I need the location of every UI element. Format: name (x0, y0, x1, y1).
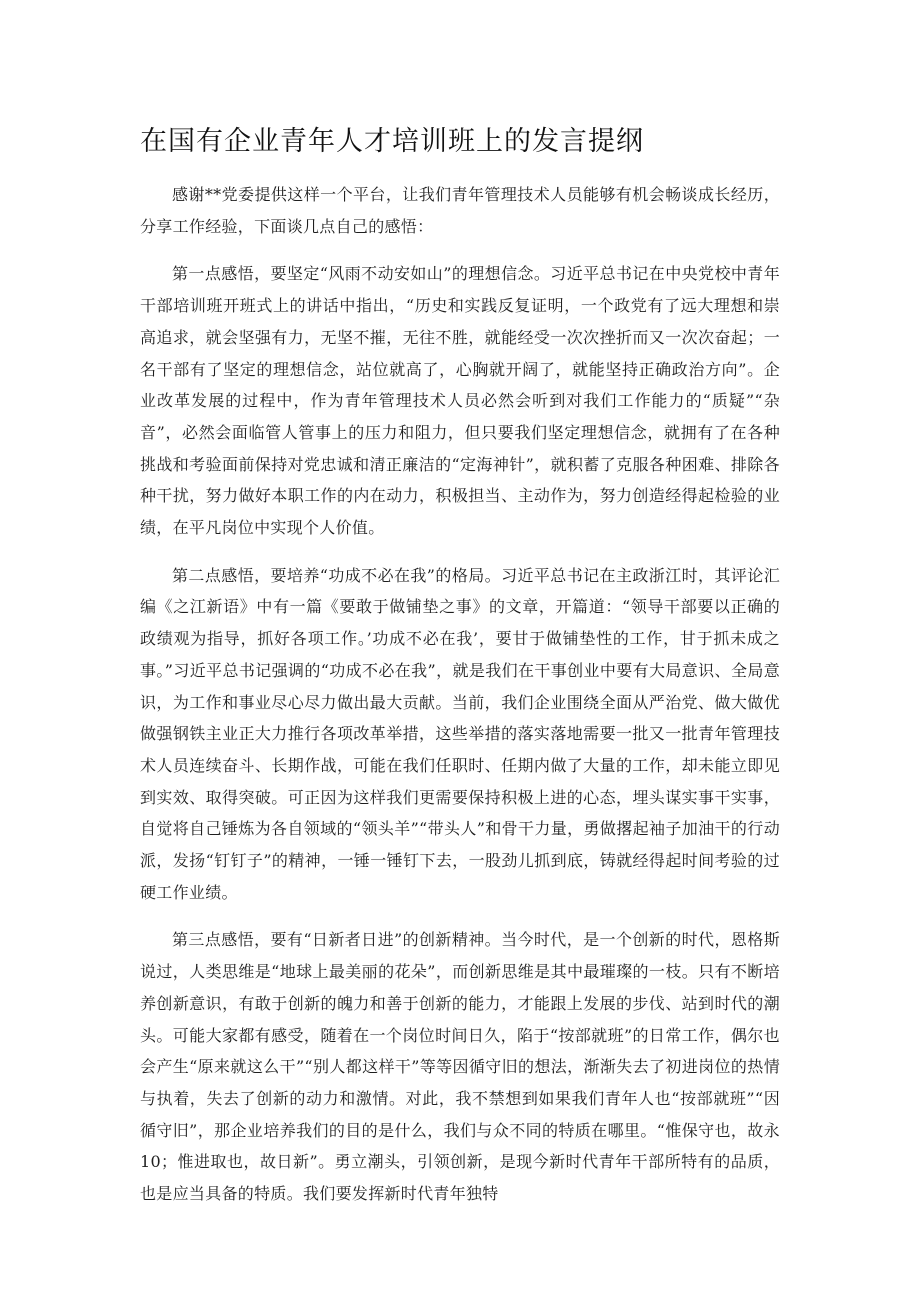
paragraph-intro: 感谢**党委提供这样一个平台，让我们青年管理技术人员能够有机会畅谈成长经历，分享工作经验，下面谈几点自己的感悟： (140, 185, 780, 236)
document-title: 在国有企业青年人才培训班上的发言提纲 (140, 126, 644, 157)
document-body (140, 179, 780, 1226)
paragraph-point-three: 第三点感悟，要有“日新者日进”的创新精神。当今时代，是一个创新的时代，恩格斯说过，人类思维是“地球上最美丽的花朵”，而创新思维是其中最璀璨的一枝。只有不断培养创新意识，有敢于创新的魄力和善于创新的能力，才能跟上发展的步伐、站到时代的潮头。可能大家都有感受，随着在一个岗位时间日久，陷于“按部就班”的日常工作，偶尔也会产生“原来就这么干”“别人都这样干”等等因循守旧的想法，渐渐失去了初进岗位的热情与执着，失去了创新的动力和激情。对此，我不禁想到如果我们青年人也“按部就班”“因循守旧”，那企业培养我们的目的是什么，我们与众不同的特质在哪里。“惟保守也，故永10；惟进取也，故日新”。勇立潮头，引领创新，是现今新时代青年干部所特有的品质，也是应当具备的特质。我们要发挥新时代青年独特 (140, 930, 780, 1204)
paragraph-point-two: 第二点感悟，要培养“功成不必在我”的格局。习近平总书记在主政浙江时，其评论汇编《之江新语》中有一篇《要敢于做铺垫之事》的文章，开篇道：“领导干部要以正确的政绩观为指导，抓好各项工作。’功成不必在我’，要甘于做铺垫性的工作，甘于抓未成之事。”习近平总书记强调的“功成不必在我”，就是我们在干事创业中要有大局意识、全局意识，为工作和事业尽心尽力做出最大贡献。当前，我们企业围绕全面从严治党、做大做优做强钢铁主业正大力推行各项改革举措，这些举措的落实落地需要一批又一批青年管理技术人员连续奋斗、长期作战，可能在我们任职时、任期内做了大量的工作，却未能立即见到实效、取得突破。可正因为这样我们更需要保持积极上进的心态，埋头谋实事干实事，自觉将自己锤炼为各自领域的“领头羊”“带头人”和骨干力量，勇做撂起袖子加油干的行动派，发扬“钉钉子”的精神，一锤一锤钉下去，一股劲儿抓到底，铸就经得起时间考验的过硬工作业绩。 (140, 565, 780, 902)
paragraph-point-one: 第一点感悟，要坚定“风雨不动安如山”的理想信念。习近平总书记在中央党校中青年干部培训班开班式上的讲话中指出，“历史和实践反复证明，一个政党有了远大理想和崇高追求，就会坚强有力，无坚不摧，无往不胜，就能经受一次次挫折而又一次次奋起；一名干部有了坚定的理想信念，站位就高了，心胸就开阔了，就能坚持正确政治方向”。企业改革发展的过程中，作为青年管理技术人员必然会听到对我们工作能力的“质疑”“杂音”，必然会面临管人管事上的压力和阻力，但只要我们坚定理想信念，就拥有了在各种挑战和考验面前保持对党忠诚和清正廉洁的“定海神针”，就积蓄了克服各种困难、排除各种干扰，努力做好本职工作的内在动力，积极担当、主动作为，努力创造经得起检验的业绩，在平凡岗位中实现个人价值。 (140, 264, 780, 538)
